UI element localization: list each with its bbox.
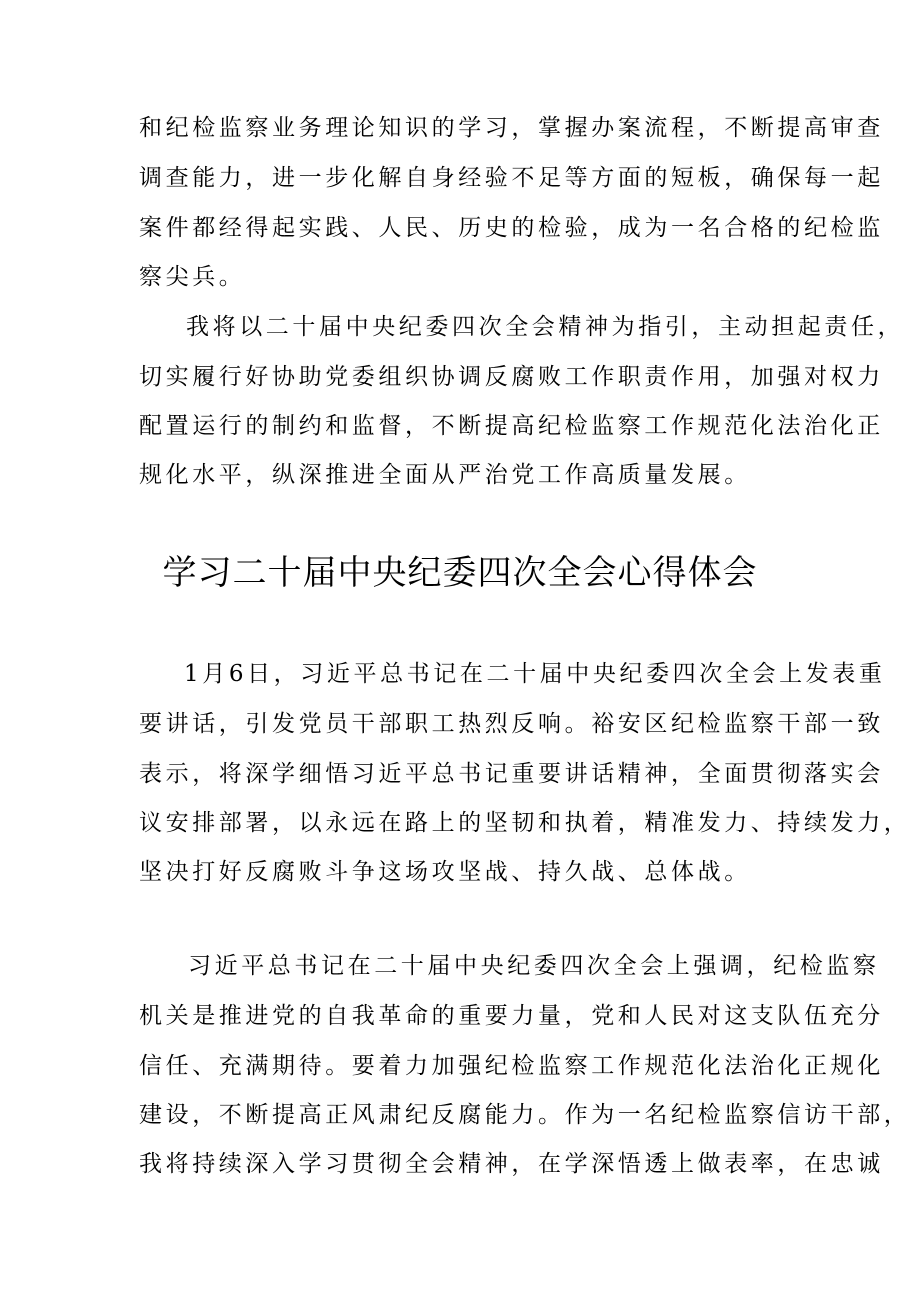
body-text-line: 建设，不断提高正风肃纪反腐能力。作为一名纪检监察信访干部， (139, 1102, 911, 1128)
body-text-line: 案件都经得起实践、人民、历史的检验，成为一名合格的纪检监 (139, 215, 884, 241)
body-text-line: 议安排部署，以永远在路上的坚韧和执着，精准发力、持续发力， (139, 810, 911, 836)
body-text-line: 我将持续深入学习贯彻全会精神，在学深悟透上做表率，在忠诚 (139, 1151, 884, 1177)
document-title: 学习二十届中央纪委四次全会心得体会 (162, 553, 758, 593)
body-text-line: 切实履行好协助党委组织协调反腐败工作职责作用，加强对权力 (139, 364, 884, 390)
body-text-line: 配置运行的制约和监督，不断提高纪检监察工作规范化法治化正 (139, 413, 884, 439)
body-text-line: 我将以二十届中央纪委四次全会精神为指引，主动担起责任， (186, 314, 905, 340)
body-text-line: 和纪检监察业务理论知识的学习，掌握办案流程，不断提高审查 (139, 115, 884, 141)
body-text-line: 机关是推进党的自我革命的重要力量，党和人民对这支队伍充分 (139, 1003, 884, 1029)
body-text-line: 信任、充满期待。要着力加强纪检监察工作规范化法治化正规化 (139, 1053, 884, 1079)
body-text-line: 坚决打好反腐败斗争这场攻坚战、持久战、总体战。 (139, 859, 751, 885)
body-text-line: 规化水平，纵深推进全面从严治党工作高质量发展。 (139, 462, 751, 488)
body-text-line: 1月6日，习近平总书记在二十届中央纪委四次全会上发表重 (184, 661, 886, 687)
body-text-line: 调查能力，进一步化解自身经验不足等方面的短板，确保每一起 (139, 165, 884, 191)
body-text-line: 习近平总书记在二十届中央纪委四次全会上强调，纪检监察 (188, 953, 880, 979)
body-text-line: 表示，将深学细悟习近平总书记重要讲话精神，全面贯彻落实会 (139, 761, 884, 787)
body-text-line: 要讲话，引发党员干部职工热烈反响。裕安区纪检监察干部一致 (139, 711, 884, 737)
body-text-line: 察尖兵。 (139, 264, 246, 290)
